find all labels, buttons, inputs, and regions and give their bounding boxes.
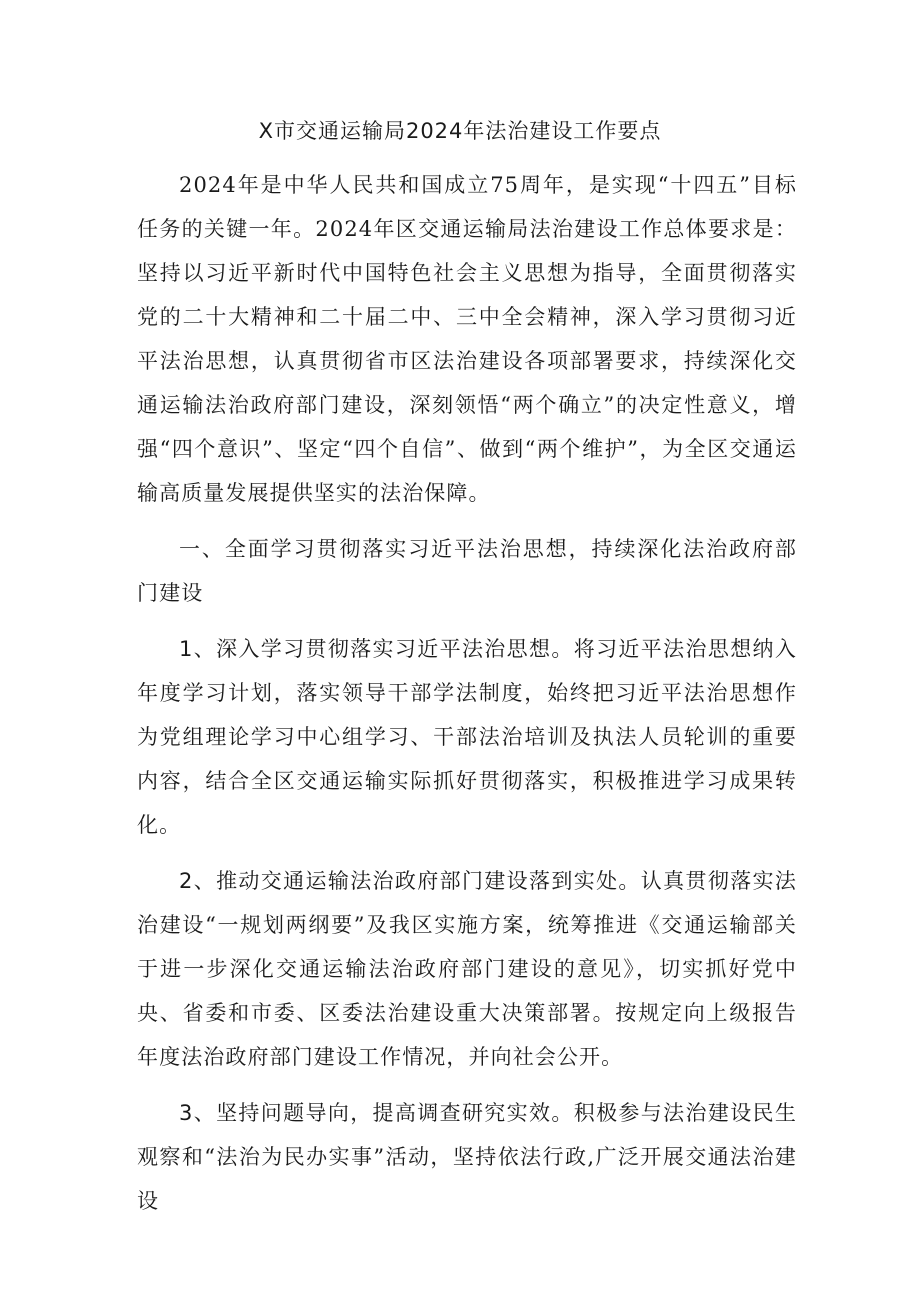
document-body [137, 163, 797, 1235]
item-number: 2 [179, 869, 194, 893]
item-number: 1 [179, 637, 194, 661]
list-item [137, 859, 797, 1079]
list-item [137, 627, 797, 847]
list-item [137, 1091, 797, 1223]
item-text: 、推动交通运输法治政府部门建设落到实处。认真贯彻落实法治建设“一规划两纲要”及我区实施方案，统筹推进《交通运输部关于进一步深化交通运输法治政府部门建设的意见》，切实抓好党中央、省委和市委、区委法治建设重大决策部署。按规定向上级报告年度法治政府部门建设工作情况，并向社会公开。 [137, 869, 797, 1069]
item-text: 、深入学习贯彻落实习近平法治思想。将习近平法治思想纳入年度学习计划，落实领导干部学法制度，始终把习近平法治思想作为党组理论学习中心组学习、干部法治培训及执法人员轮训的重要内容，结合全区交通运输实际抓好贯彻落实，积极推进学习成果转化。 [137, 637, 797, 837]
document-title: X市交通运输局2024年法治建设工作要点 [258, 119, 662, 143]
item-number: 3 [179, 1101, 194, 1125]
item-text: 、坚持问题导向，提高调查研究实效。积极参与法治建设民生观察和“法治为民办实事”活动，坚持依法行政,广泛开展交通法治建设 [137, 1101, 797, 1213]
intro-paragraph: 2024年是中华人民共和国成立75周年，是实现“十四五”目标任务的关键一年。2024年区交通运输局法治建设工作总体要求是：坚持以习近平新时代中国特色社会主义思想为指导，全面贯彻落实党的二十大精神和二十届二中、三中全会精神，深入学习贯彻习近平法治思想，认真贯彻省市区法治建设各项部署要求，持续深化交通运输法治政府部门建设，深刻领悟“两个确立”的决定性意义，增强“四个意识”、坚定“四个自信”、做到“两个维护”，为全区交通运输高质量发展提供坚实的法治保障。 [137, 173, 797, 505]
section-heading-1: 一、全面学习贯彻落实习近平法治思想，持续深化法治政府部门建设 [137, 537, 797, 605]
